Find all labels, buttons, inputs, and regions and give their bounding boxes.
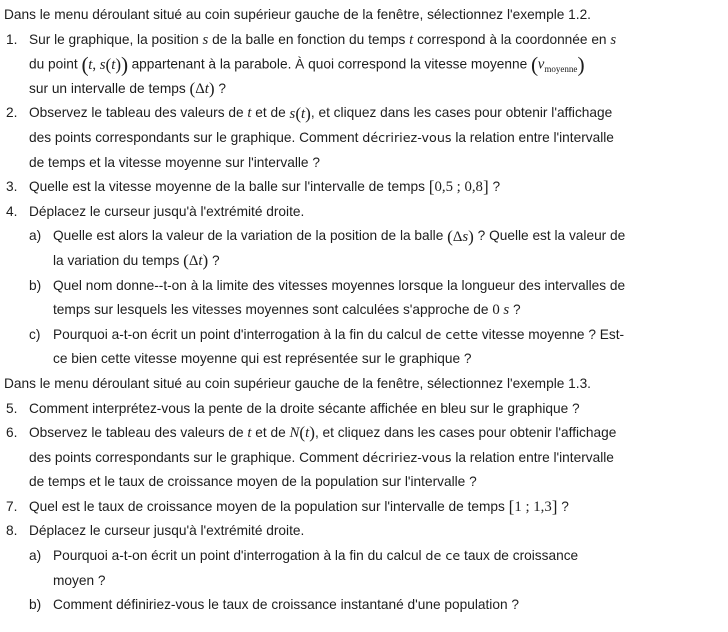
math-segment (88, 54, 122, 74)
math-glyph: t (409, 31, 414, 48)
math-glyph: ) (305, 103, 311, 123)
text-segment: ? (214, 80, 227, 96)
text-segment: Observez le tableau des valeurs de (29, 425, 248, 441)
math-glyph: ( (81, 52, 89, 77)
math-segment (290, 425, 315, 441)
text-segment: Observez le tableau des valeurs de (29, 105, 248, 121)
text-line (0, 519, 728, 544)
math-glyph: ) (202, 250, 209, 270)
text-segment: , et cliquez dans les cases pour obtenir l'affichage (314, 425, 617, 441)
text-segment: ? (557, 499, 569, 515)
text-segment: la relation entre l'intervalle (451, 449, 614, 465)
text-segment: Comment définiriez-vous le taux de croissance instantané d'une population ? (53, 597, 519, 613)
text-segment: la relation entre l'intervalle (451, 129, 614, 145)
list-marker: 7. (6, 498, 18, 514)
text-line (0, 446, 728, 471)
text-line (0, 224, 728, 249)
text-line (0, 249, 728, 274)
list-marker: 1. (6, 31, 18, 47)
math-glyph: v (537, 56, 545, 73)
math-glyph: ) (468, 226, 474, 246)
list-marker: 8. (6, 523, 18, 539)
math-segment (610, 32, 616, 48)
text-line (0, 200, 728, 225)
text-segment: Déplacez le curseur jusqu'à l'extrémité droite. (29, 523, 305, 539)
list-marker: a) (29, 228, 42, 244)
text-line (0, 274, 728, 299)
text-segment: Déplacez le curseur jusqu'à l'extrémité droite. (29, 203, 305, 219)
text-line (0, 3, 728, 28)
list-marker: b) (29, 597, 42, 613)
text-line (0, 323, 728, 348)
math-segment (183, 250, 209, 270)
text-segment: Dans le menu déroulant situé au coin supérieur gauche de la fenêtre, sélectionnez l'exemple 1.3. (4, 375, 591, 391)
math-glyph: , (92, 56, 100, 73)
text-line (0, 593, 728, 618)
math-glyph: s (202, 31, 209, 48)
list-marker: a) (29, 548, 42, 564)
math-glyph: t (88, 56, 93, 73)
text-segment: la variation du temps (53, 253, 184, 269)
math-glyph: N (289, 425, 300, 442)
text-segment: de cette (425, 327, 479, 343)
math-glyph: t (111, 56, 116, 73)
text-segment: appartenant à la parabole. À quoi correspond la vitesse moyenne (127, 56, 532, 72)
list-marker: b) (29, 277, 42, 293)
list-marker: 6. (6, 425, 18, 441)
math-glyph: Δ (188, 253, 199, 270)
math-glyph: 0 (492, 302, 504, 319)
text-segment: correspond à la coordonnée en (413, 31, 611, 47)
text-line (0, 28, 728, 53)
math-glyph: ] (482, 177, 489, 197)
math-segment (531, 52, 538, 77)
text-segment: Quel est le taux de croissance moyen de la population sur l'intervalle de temps (29, 499, 509, 515)
text-segment: des points correspondants sur le graphique. Comment (29, 449, 363, 465)
text-line (0, 126, 728, 151)
text-line (0, 569, 728, 594)
text-line (0, 298, 728, 323)
list-marker: 5. (6, 400, 18, 416)
text-segment: de temps et le taux de croissance moyen de la population sur l'intervalle ? (29, 474, 477, 490)
math-glyph: ( (299, 423, 306, 443)
math-glyph: 0,5 ; 0,8 (434, 179, 483, 196)
text-segment: moyen ? (53, 572, 106, 588)
text-line (0, 52, 728, 77)
text-segment: des points correspondants sur le graphique. Comment (29, 129, 363, 145)
text-segment: vitesse moyenne ? Est- (478, 326, 625, 342)
list-marker: c) (29, 326, 41, 342)
math-glyph: Δ (195, 80, 205, 97)
text-line (0, 151, 728, 176)
text-segment: de la balle en fonction du temps (208, 31, 410, 47)
text-segment: ce bien cette vitesse moyenne qui est représentée sur le graphique ? (53, 351, 472, 367)
text-segment: sur un intervalle de temps (29, 80, 190, 96)
math-segment (508, 496, 558, 516)
math-segment (447, 226, 474, 246)
text-segment: taux de croissance (460, 548, 579, 564)
math-glyph: t (198, 253, 203, 270)
text-line (0, 495, 728, 520)
text-segment: Pourquoi a-t-on écrit un point d'interrogation à la fin du calcul (53, 548, 426, 564)
math-glyph: ) (577, 52, 585, 77)
text-line (0, 470, 728, 495)
math-glyph: t (301, 105, 306, 122)
math-glyph: Δ (452, 228, 463, 245)
math-glyph: ( (531, 52, 538, 77)
math-glyph: s (503, 302, 510, 319)
math-glyph: [ (428, 177, 435, 197)
math-glyph: [ (508, 496, 515, 516)
text-segment: ? (488, 179, 501, 195)
text-segment: de ce (425, 549, 461, 565)
math-glyph: ) (208, 78, 215, 98)
text-segment: Pourquoi a-t-on écrit un point d'interrogation à la fin du calcul (53, 326, 426, 342)
math-glyph: ( (105, 54, 112, 74)
math-glyph: t (247, 105, 252, 122)
text-line (0, 397, 728, 422)
text-segment: ? (509, 302, 521, 318)
math-glyph: ( (183, 250, 189, 270)
math-glyph: ( (447, 226, 453, 246)
math-glyph: ( (295, 103, 302, 123)
math-glyph: t (204, 80, 209, 97)
math-segment (289, 103, 311, 123)
list-marker: 2. (6, 105, 18, 121)
text-line (0, 77, 728, 102)
math-glyph: ) (309, 423, 315, 443)
text-line (0, 544, 728, 569)
math-glyph: ) (115, 54, 122, 74)
text-segment: et de (251, 105, 290, 121)
text-line (0, 347, 728, 372)
text-line (0, 372, 728, 397)
math-glyph: ( (189, 78, 196, 98)
math-glyph: s (99, 56, 106, 73)
math-glyph: ] (551, 496, 558, 516)
math-glyph: s (462, 228, 469, 245)
math-glyph: t (247, 425, 252, 442)
text-segment: du point (29, 56, 82, 72)
text-segment: ? (208, 253, 220, 269)
text-segment: de temps et la vitesse moyenne sur l'intervalle ? (29, 154, 320, 170)
list-marker: 4. (6, 203, 18, 219)
text-segment: Quelle est la vitesse moyenne de la balle sur l'intervalle de temps (29, 179, 429, 195)
math-glyph: s (610, 31, 617, 48)
math-glyph: ) (121, 52, 128, 77)
text-segment: et de (251, 425, 290, 441)
math-segment (492, 302, 509, 318)
math-segment (429, 179, 489, 195)
text-segment: Comment interprétez-vous la pente de la droite sécante affichée en bleu sur le graphique ? (29, 400, 580, 416)
text-segment: décririez-vous (362, 130, 452, 146)
list-marker: 3. (6, 179, 18, 195)
text-line (0, 175, 728, 200)
math-segment (121, 52, 128, 77)
text-segment: ? Quelle est la valeur de (473, 228, 626, 244)
text-segment: Dans le menu déroulant situé au coin supérieur gauche de la fenêtre, sélectionnez l'exemple 1.2. (4, 7, 591, 22)
text-segment: Quel nom donne--t-on à la limite des vitesses moyennes lorsque la longueur des intervalles de (53, 277, 626, 293)
math-segment (577, 52, 585, 77)
text-segment: , et cliquez dans les cases pour obtenir l'affichage (310, 105, 613, 121)
math-glyph: t (305, 425, 310, 442)
math-glyph: s (289, 105, 296, 122)
text-segment: temps sur lesquels les vitesses moyennes sont calculées s'approche de (53, 302, 493, 318)
math-glyph: 1 ; 1,3 (514, 499, 552, 516)
text-segment: décririez-vous (362, 450, 452, 466)
text-line (0, 101, 728, 126)
math-subscript: moyenne (544, 64, 578, 75)
math-segment (189, 78, 215, 98)
text-segment: Sur le graphique, la position (29, 31, 203, 47)
text-line (0, 421, 728, 446)
text-segment: Quelle est alors la valeur de la variation de la position de la balle (53, 228, 448, 244)
